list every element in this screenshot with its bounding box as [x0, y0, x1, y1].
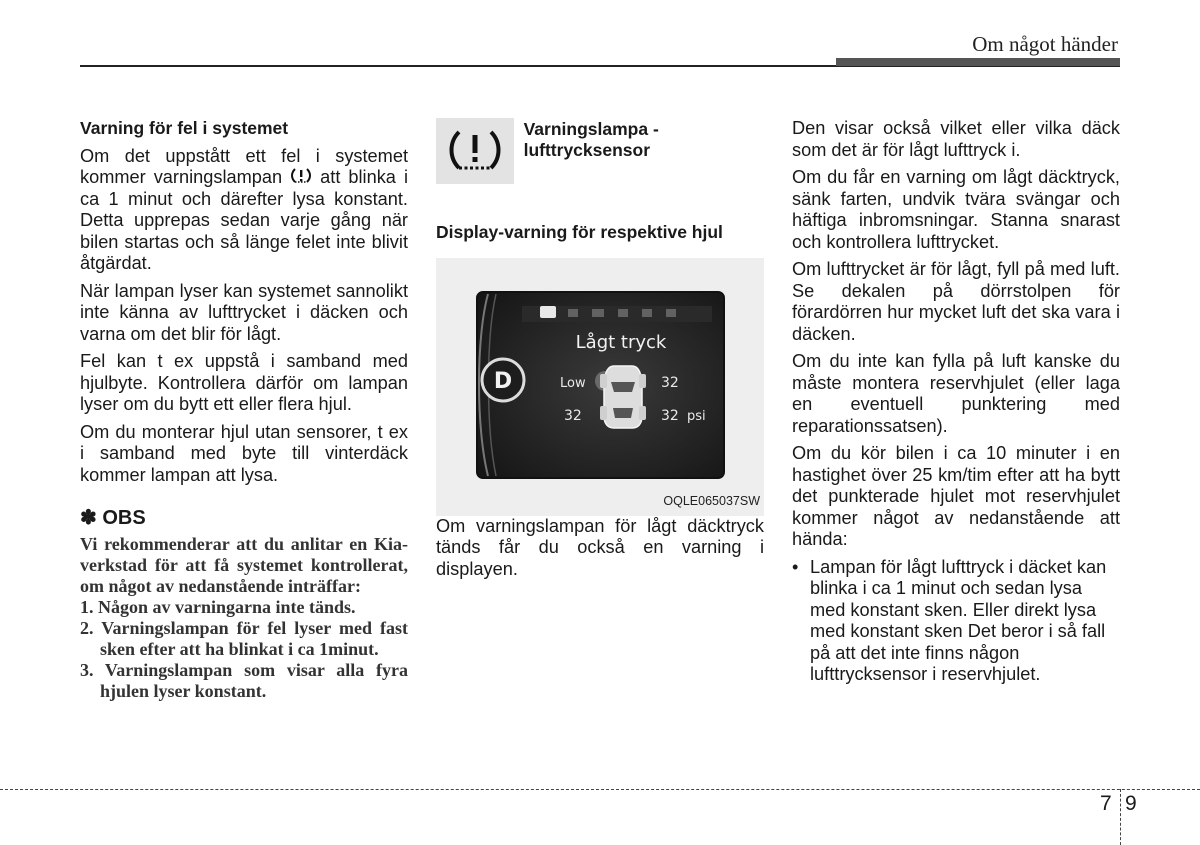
cluster-display-figure	[436, 258, 764, 516]
display-title: Lågt tryck	[575, 331, 667, 353]
section-heading: Display-varning för respektive hjul	[436, 222, 723, 242]
paragraph: Om du kör bilen i ca 10 minuter i en hastighet över 25 km/tim efter att ha bytt det punkterade hjulet mot reservhjulet kommer något av nedanstående att hända:	[792, 443, 1120, 549]
paragraph: Om du inte kan fylla på luft kanske du måste montera reservhjulet (eller laga en eventuell punktering med reparationssatsen).	[792, 351, 1120, 436]
column-right	[792, 118, 1120, 686]
column-middle	[436, 118, 764, 586]
header-bar	[836, 58, 1120, 66]
section-heading: Varning för fel i systemet	[80, 118, 289, 138]
chapter-title: Om något händer	[972, 32, 1118, 56]
pressure-unit: psi	[687, 408, 706, 424]
figure-code: OQLE065037SW	[663, 494, 760, 508]
low-label: Low	[560, 375, 586, 391]
paragraph	[80, 146, 408, 275]
tire-pressure-warning-icon	[290, 168, 312, 184]
footer-rule	[0, 789, 1200, 790]
paragraph: Om du monterar hjul utan sensorer, t ex i samband med byte till vinterdäck kommer lampan att lysa.	[80, 421, 408, 485]
pressure-front-right: 32	[661, 374, 679, 391]
warning-lamp-box	[436, 118, 514, 184]
warning-lamp-label: Varningslampa - lufttrycksensor	[523, 119, 659, 160]
bullet-item: • Lampan för lågt lufttryck i däcket kan blinka i ca 1 minut och sedan lysa med konstant sken. Eller direkt lysa med konstant sken Det beror i så fall på att det inte finns någon lufttrycksensor i reservhjulet.	[792, 557, 1120, 686]
paragraph-text: Om det uppstått ett fel i systemet kommer varningslampan	[80, 145, 408, 187]
gear-letter: D	[493, 368, 513, 394]
note-item: 1. Någon av varningarna inte tänds.	[80, 596, 356, 617]
page-number-chapter: 7	[1100, 792, 1112, 815]
page-number-page: 9	[1125, 792, 1137, 815]
note-list	[80, 597, 408, 702]
note-item: 2. Varningslampan för fel lyser med fast sken efter att ha blinkat i ca 1minut.	[80, 617, 408, 659]
paragraph-text: att blinka i ca 1 minut och därefter lysa konstant. Detta upprepas sedan varje gång när bilen startas och så länge felet inte blivit åtgärdat.	[80, 167, 408, 273]
column-left	[80, 118, 408, 702]
footer-divider	[1120, 789, 1121, 845]
bullet-list	[792, 557, 1120, 686]
paragraph: Om varningslampan för lågt däcktryck tänds får du också en varning i displayen.	[436, 515, 764, 579]
paragraph: Den visar också vilket eller vilka däck som det är för lågt lufttryck i.	[792, 118, 1120, 160]
cluster-display-illustration	[436, 258, 764, 516]
paragraph: När lampan lyser kan systemet sannolikt inte känna av lufttrycket i däcken och varna om det blir för lågt.	[80, 280, 408, 344]
warning-lamp-row	[436, 118, 764, 186]
paragraph: Om lufttrycket är för lågt, fyll på med luft. Se dekalen på dörrstolpen för förardörren hur mycket luft det ska vara i däcken.	[792, 259, 1120, 344]
paragraph: Om du får en varning om lågt däcktryck, sänk farten, undvik tvära svängar och häftiga inbromsningar. Stanna snarast och kontrollera lufttrycket.	[792, 167, 1120, 252]
note-item: 3. Varningslampan som visar alla fyra hjulen lyser konstant.	[80, 659, 408, 701]
paragraph: Fel kan t ex uppstå i samband med hjulbyte. Kontrollera därför om lampan lyser om du bytt ett eller flera hjul.	[80, 351, 408, 414]
pressure-rear-right: 32	[661, 407, 679, 424]
tire-pressure-warning-icon	[445, 126, 505, 176]
note-box	[80, 534, 408, 702]
note-title: ✽ OBS	[80, 507, 146, 529]
pressure-rear-left: 32	[564, 407, 582, 424]
note-text: Vi rekommenderar att du anlitar en Kia-verkstad för att få systemet kontrollerat, om något av nedanstående inträffar:	[80, 533, 408, 596]
